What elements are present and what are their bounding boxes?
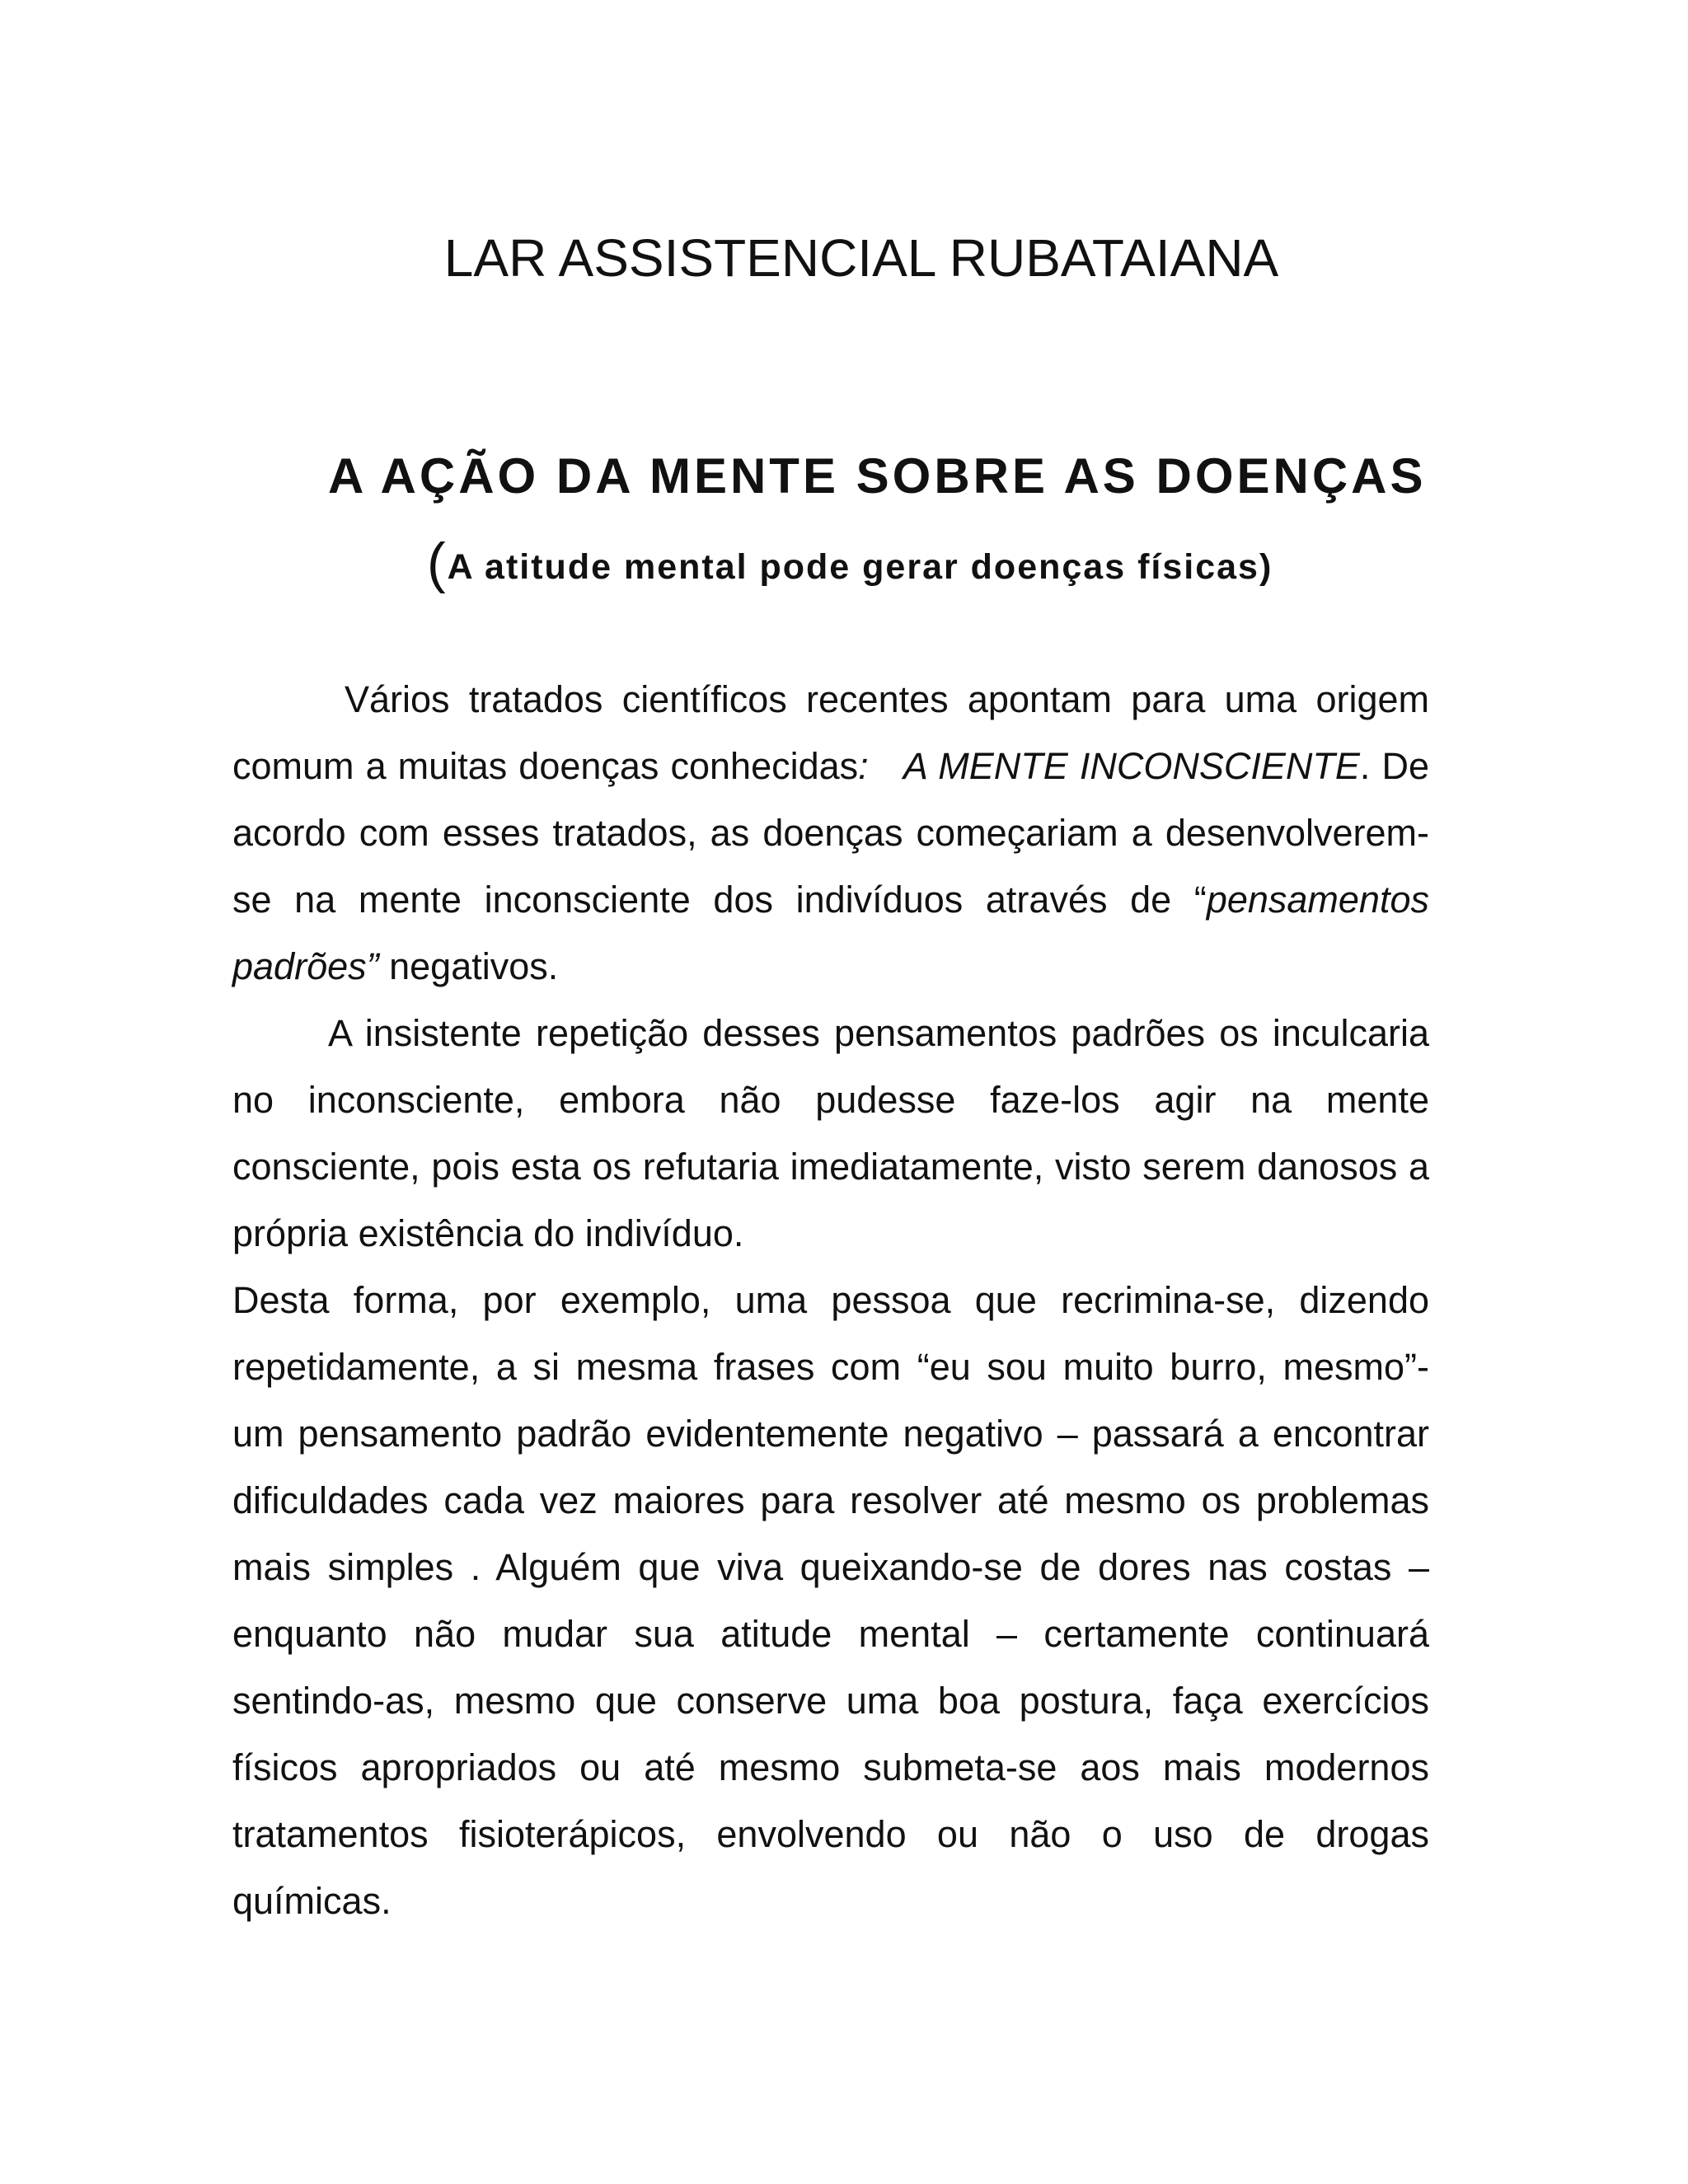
paragraph-1-part-2: . De acordo com esses tratados, as doenças começariam a desenvolverem-se na mente inconsciente dos indivíduos através de “: [232, 745, 1429, 921]
paragraph-2: A insistente repetição desses pensamentos padrões os inculcaria no inconsciente, embora não pudesse faze-los agir na mente consciente, pois esta os refutaria imediatamente, visto serem danosos a própria existência do indivíduo.: [232, 1012, 1429, 1254]
document-subtitle: [427, 534, 1273, 596]
paragraph-1-emphasis-2: pensamentos padrões”: [232, 879, 1429, 987]
subtitle-open-paren: (: [427, 532, 448, 594]
document-body: [232, 666, 1429, 1934]
organization-heading: LAR ASSISTENCIAL RUBATAIANA: [443, 228, 1279, 288]
subtitle-text: A atitude mental pode gerar doenças físicas): [447, 547, 1273, 587]
paragraph-1-part-1: Vários tratados científicos recentes apontam para uma origem comum a muitas doenças conhecidas: [232, 678, 1429, 787]
paragraph-1: [232, 666, 1429, 1000]
document-title: A AÇÃO DA MENTE SOBRE AS DOENÇAS: [328, 448, 1427, 504]
paragraph-3: Desta forma, por exemplo, uma pessoa que recrimina-se, dizendo repetidamente, a si mesma frases com “eu sou muito burro, mesmo”- um pensamento padrão evidentemente negativo – passará a encontrar dificuldades cada vez maiores para resolver até mesmo os problemas mais simples . Alguém que viva queixando-se de dores nas costas – enquanto não mudar sua atitude mental – certamente continuará sentindo-as, mesmo que conserve uma boa postura, faça exercícios físicos apropriados ou até mesmo submeta-se aos mais modernos tratamentos fisioterápicos, envolvendo ou não o uso de drogas químicas.: [232, 1279, 1429, 1922]
paragraph-1-colon: :: [858, 745, 869, 787]
paragraph-1-part-3: negativos.: [378, 945, 559, 987]
paragraph-1-emphasis: A MENTE INCONSCIENTE: [903, 745, 1360, 787]
